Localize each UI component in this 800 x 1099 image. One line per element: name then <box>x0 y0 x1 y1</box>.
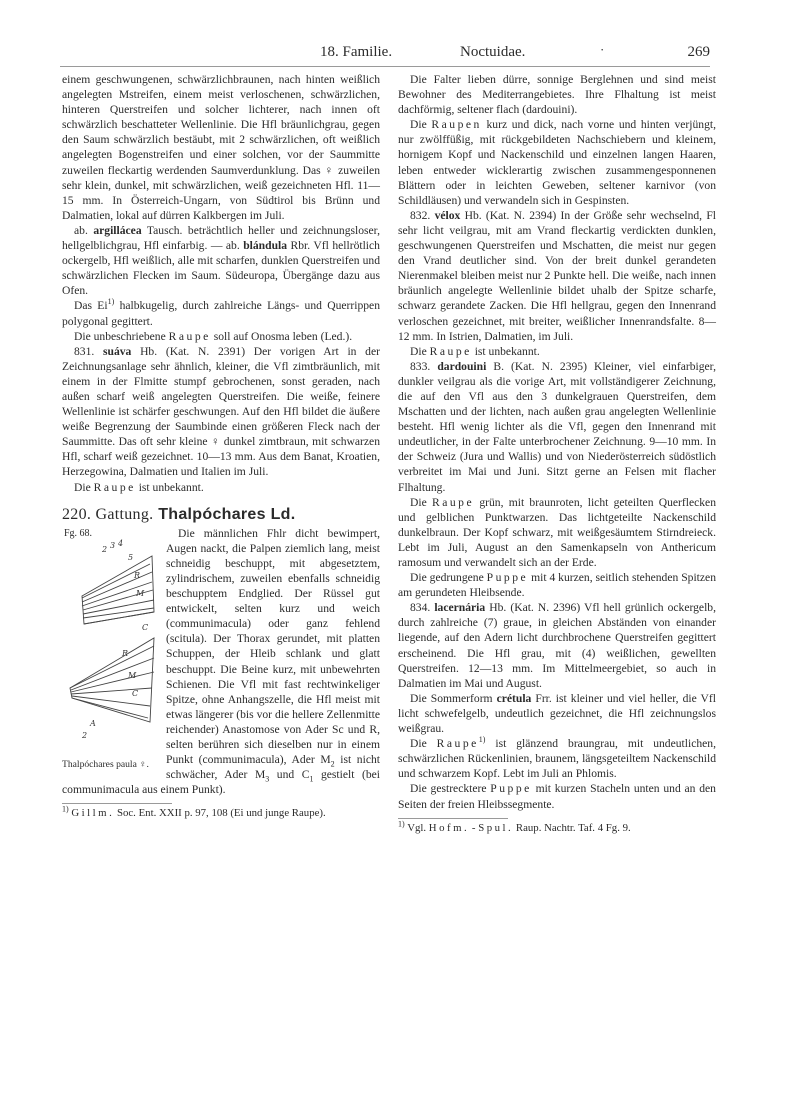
paragraph <box>398 359 716 495</box>
text: Die <box>410 495 427 509</box>
genus-number: 220. Gattung. <box>62 505 154 523</box>
text: Hb. (Kat. N. 2391) Der vorigen Art in der Zeichnungsanlage sehr ähnlich, kleiner, die Vfl zimtbräunlich, mit einem in der Flmitte stumpf gebrochenen, sonst geraden, nach außen scharf weiß angelegten Querstreifen. Die weiße, feinere Wellenlinie ist schärfer geschwungen. Auf den Hfl bildet die äußere weiße Begrenzung der Saumbinde einen größeren Fleck nach der Saummitte. Das oft sehr kleine ♀ dunkel zimtbraun, mit schwarzen Hfl, scharf weiß gezeichnet. 10—13 mm. Aus dem Banat, Kroatien, Herzegowina, Dalmatien und Italien im Juli. <box>62 344 380 479</box>
text: Tausch. beträchtlich heller und zeichnungsloser, hellgelblichgrau, Hfl einfarbig. — ab. <box>62 223 380 253</box>
paragraph <box>398 344 716 359</box>
footnote-ref: 1) <box>107 297 115 307</box>
paragraph <box>62 344 380 480</box>
family-label: Noctuidae. <box>460 44 526 60</box>
subscript: 1 <box>309 774 314 784</box>
paragraph: Die Falter lieben dürre, sonnige Berglehnen und sind meist Bewohner des Mediterrangebietes. Ihre Flhaltung ist meist dachförmig, seltener flach (dardouini). <box>398 73 716 117</box>
text: B. (Kat. N. 2395) Kleiner, viel einfarbiger, dunkler veilgrau als die vorige Art, mit vollständigerer Zeichnung, die auf den Vfl aus den 3 dunkelgrauen Querstreifen, dem Mschatten und der lichten, nach außen grau angelegten Wellenlinie besteht. Hfl wenig lichter als die Vfl, gegen den Innenrand mit undeutlicher, in der Falte unterbrochener Zeichnung. 9—10 mm. In der Schweiz (Jura und Wallis) und von Niederösterreich südöstlich verbreitet im Mai und Juni. Sitzt gerne an Felsen mit flacher Flhaltung. <box>398 359 716 494</box>
header-rule <box>60 66 710 67</box>
svg-text:5: 5 <box>128 552 134 562</box>
spaced-word: Puppe <box>486 571 529 585</box>
text: - <box>469 821 479 834</box>
paragraph <box>398 117 716 208</box>
text: halbkugelig, durch zahlreiche Längs- und Querrippen polygonal gegittert. <box>62 299 381 328</box>
text: ist nicht schwächer, Ader M <box>166 753 380 782</box>
wing-venation-diagram <box>62 538 160 756</box>
svg-text:C: C <box>142 622 149 632</box>
paragraph <box>62 223 380 298</box>
text: Die männlichen Fhlr dicht bewimpert, Augen nackt, die Palpen ziemlich lang, meist schneidig beschuppt, mit abgesetztem, zylindrischem, zuweilen ebenfalls schneidig beschupptem Endglied. Der Rüssel gut entwickelt, selten kurz und weich (communimacula) oder ganz fehlend (scitula). Der Thorax gerundet, mit platten Schuppen, der Hleib schlank und glatt beschuppt. Die Beine kurz, mit unbewehrten Schienen. Die Vfl mit fast rechtwinkeliger Spitze, ohne Anhangszelle, die Hfl meist mit etwas längerer (bis vor die hellere Zellenmitte reichender) Anastomose von Ader Sc und R, selten berühren sich dieselben nur in einem Punkt (communimacula), Ader M <box>166 526 380 767</box>
svg-text:3: 3 <box>110 540 116 550</box>
text: und C <box>269 768 310 782</box>
text: Hb. (Kat. N. 2396) Vfl hell grünlich ockergelb, durch zahlreiche (7) graue, in gleichen Abständen von einander liegende, auf den Adern licht durchbrochene Querstreifen gegittert erscheinend. Die Hfl grau, mit (4) weißlichen, gewellten Querstreifen. 12—13 mm. Im Mittelmeergebiet, so auch in Dalmatien im Mai und August. <box>398 601 716 690</box>
text: Die <box>74 480 91 494</box>
genus-heading <box>62 507 380 522</box>
paragraph: einem geschwungenen, schwärzlichbraunen, nach hinten weißlich angelegten Mstreifen, einem meist verloschenen, schwärzlichen, hinteren Querstreifen und solcher lichterer, nach innen oft schwärzlich beschatteter Wellenlinie. Die Hfl bräunlichgrau, gegen den Saum schwärzlich bestäubt, mit 2 schwärzlichen, oft weißlich angelegten Bogenstreifen und einer solchen, vor der Saummitte zuweilen fleckartig werdenden Saumverdunklung. Das ♀ zuweilen sehr klein, dunkel, mit schwärzlichen, weiß gezeichneten Hfl. 11—15 mm. In Österreich-Ungarn, von Südtirol bis Brünn und Dalmatien, lokal auf dürren Kalkbergen im Juli. <box>62 73 380 222</box>
left-column <box>62 72 380 820</box>
text: ist unbekannt. <box>474 344 540 358</box>
text: mit kurzen Stacheln unten und an den Seiten der freien Hleibssegmente. <box>398 782 716 811</box>
spaced-word: Raupe <box>429 344 472 358</box>
running-header <box>60 44 710 66</box>
text: Die <box>410 344 427 358</box>
spaced-word: Raupe <box>93 480 136 494</box>
text: Die gestrecktere <box>410 782 487 796</box>
genus-name: Thalpóchares <box>158 505 266 523</box>
svg-text:4: 4 <box>118 538 124 548</box>
spaced-word: Puppe <box>490 782 532 796</box>
text: Die <box>410 737 427 751</box>
footnote-mark: 1) <box>398 819 405 828</box>
text: Raup. Nachtr. Taf. 4 Fg. 9. <box>515 821 631 834</box>
spaced-word: Raupen <box>431 118 482 132</box>
text: Die gedrungene <box>410 571 484 585</box>
spaced-word: Raupe <box>436 737 479 751</box>
spaced-word: Hofm. <box>428 821 470 834</box>
text: gestielt (bei communimacula aus einem Punkt). <box>62 768 381 797</box>
text: Das Ei <box>74 299 108 313</box>
text: Die unbeschriebene <box>74 329 166 343</box>
text: Rbr. Vfl hellrötlich ockergelb, Hfl weißlich, alle mit scharfen, dunklen Querstreifen und schwärzlichen Flecken im Saum. Südeuropa, Übergänge dazu aus Ofen. <box>62 239 380 298</box>
svg-text:R: R <box>122 648 129 658</box>
taxon-name: argillácea <box>93 223 142 237</box>
species-number: 834. <box>410 601 431 615</box>
paragraph <box>398 781 716 811</box>
paragraph <box>398 208 716 344</box>
right-column <box>398 72 716 835</box>
footnote-mark: 1) <box>62 804 69 814</box>
text: Vgl. <box>407 821 427 834</box>
svg-text:C: C <box>132 688 139 698</box>
text: kurz und dick, nach vorne und hinten verjüngt, nur zwölffüßig, mit rückgebildeten Nachschiebern und kleinem, hornigem Kopf und Nackenschild und einzelnen langen Haaren, leben entweder wicklerartig zwischen zusammengesponnenen Blättern oder in leichten Geweben, seltener karnivor (von Schildläusen) und verwandeln sich in Gespinsten. <box>398 118 717 207</box>
paragraph <box>62 329 380 344</box>
taxon-name: crétula <box>496 691 532 705</box>
text: mit 4 kurzen, seitlich stehenden Spitzen am gerundeten Hleibsende. <box>398 571 716 600</box>
text: Die <box>410 118 427 132</box>
text: Soc. Ent. XXII p. 97, 108 (Ei und junge Raupe). <box>116 807 326 820</box>
taxon-name: suáva <box>103 344 132 358</box>
figure-caption: Thalpóchares paula ♀. <box>62 758 149 770</box>
svg-text:R: R <box>134 570 141 580</box>
text: grün, mit braunroten, licht geteilten Querflecken und gelblichen Punktwarzen. Das lichtgeteilte Nackenschild dunkelbraun. Der Kopf schwarz, mit weißgesäumtem Stirndreieck. Lebt im Juli, August an den Samenkapseln von Anthericum ramosum und verwandelt sich an der Erde. <box>398 495 717 569</box>
paragraph <box>398 691 716 736</box>
paragraph <box>398 495 716 570</box>
svg-text:2: 2 <box>82 730 88 740</box>
genus-author: Ld. <box>270 505 296 523</box>
spaced-word: Raupe <box>168 329 211 343</box>
svg-text:M: M <box>136 588 145 598</box>
species-number: 831. <box>74 344 95 358</box>
spaced-word: Gillm. <box>71 807 115 820</box>
footnote <box>398 819 716 835</box>
figure-68 <box>62 526 160 774</box>
text: ab. <box>74 223 88 237</box>
subscript: 2 <box>330 759 335 769</box>
text: soll auf Onosma leben (Led.). <box>213 329 353 343</box>
taxon-name: dardouini <box>437 359 487 373</box>
page-number: 269 <box>687 44 710 60</box>
paragraph <box>398 736 716 781</box>
taxon-name: blándula <box>243 239 288 253</box>
chapter-label: 18. Familie. <box>320 44 393 60</box>
svg-text:M: M <box>128 670 137 680</box>
footnote-rule <box>62 803 172 804</box>
species-number: 833. <box>410 359 431 373</box>
text: Die Sommerform <box>410 691 493 705</box>
footnote <box>62 804 380 820</box>
svg-text:A: A <box>90 718 96 728</box>
paragraph <box>398 570 716 600</box>
species-number: 832. <box>410 208 431 222</box>
taxon-name: vélox <box>434 208 461 222</box>
paragraph <box>62 298 380 328</box>
svg-text:2: 2 <box>102 544 108 554</box>
paragraph <box>398 600 716 691</box>
text: Frr. ist kleiner und viel heller, die Vfl licht schwefelgelb, undeutlich gezeichnet, die Hfl zeichnungslos weißgrau. <box>398 691 716 736</box>
text: ist glänzend braungrau, mit undeutlichen, schwärzlichen Rückenlinien, braunem, längsgeteiltem Nackenschild und schwarzem Kopf. Lebt im Juli an Phlomis. <box>398 737 716 781</box>
text: Hb. (Kat. N. 2394) In der Größe sehr wechselnd, Fl sehr licht veilgrau, mit am Vrand fleckartig verdickten dunklen, geschwungenen Querstreifen und Mschatten, die meist nur gegen den Vrand deutlicher sind. Von der breit dunkel gerandeten Nierenmakel bleiben meist nur 2 Punkte hell. Die weiße, nach innen bräunlich angelegte Wellenlinie bildet uhalb der Spitze scharfe, schwarz gerandete Zacken. Die Hfl hellgrau, gegen den Innenrand verloschen gezeichnet, mit breiter, weißlicher Innenrandsfalte. 8—12 mm. In Istrien, Dalmatien, im Juli. <box>398 208 716 343</box>
figure-number: Fg. 68. <box>64 527 93 539</box>
taxon-name: lacernária <box>434 601 486 615</box>
spaced-word: Raupe <box>431 495 475 509</box>
spaced-word: Spul. <box>478 821 514 834</box>
paragraph <box>62 480 380 495</box>
footnote-rule <box>398 818 508 819</box>
subscript: 3 <box>265 774 270 784</box>
footnote-ref: 1) <box>478 735 486 745</box>
header-dot: · <box>600 42 605 57</box>
text: ist unbekannt. <box>138 480 204 494</box>
